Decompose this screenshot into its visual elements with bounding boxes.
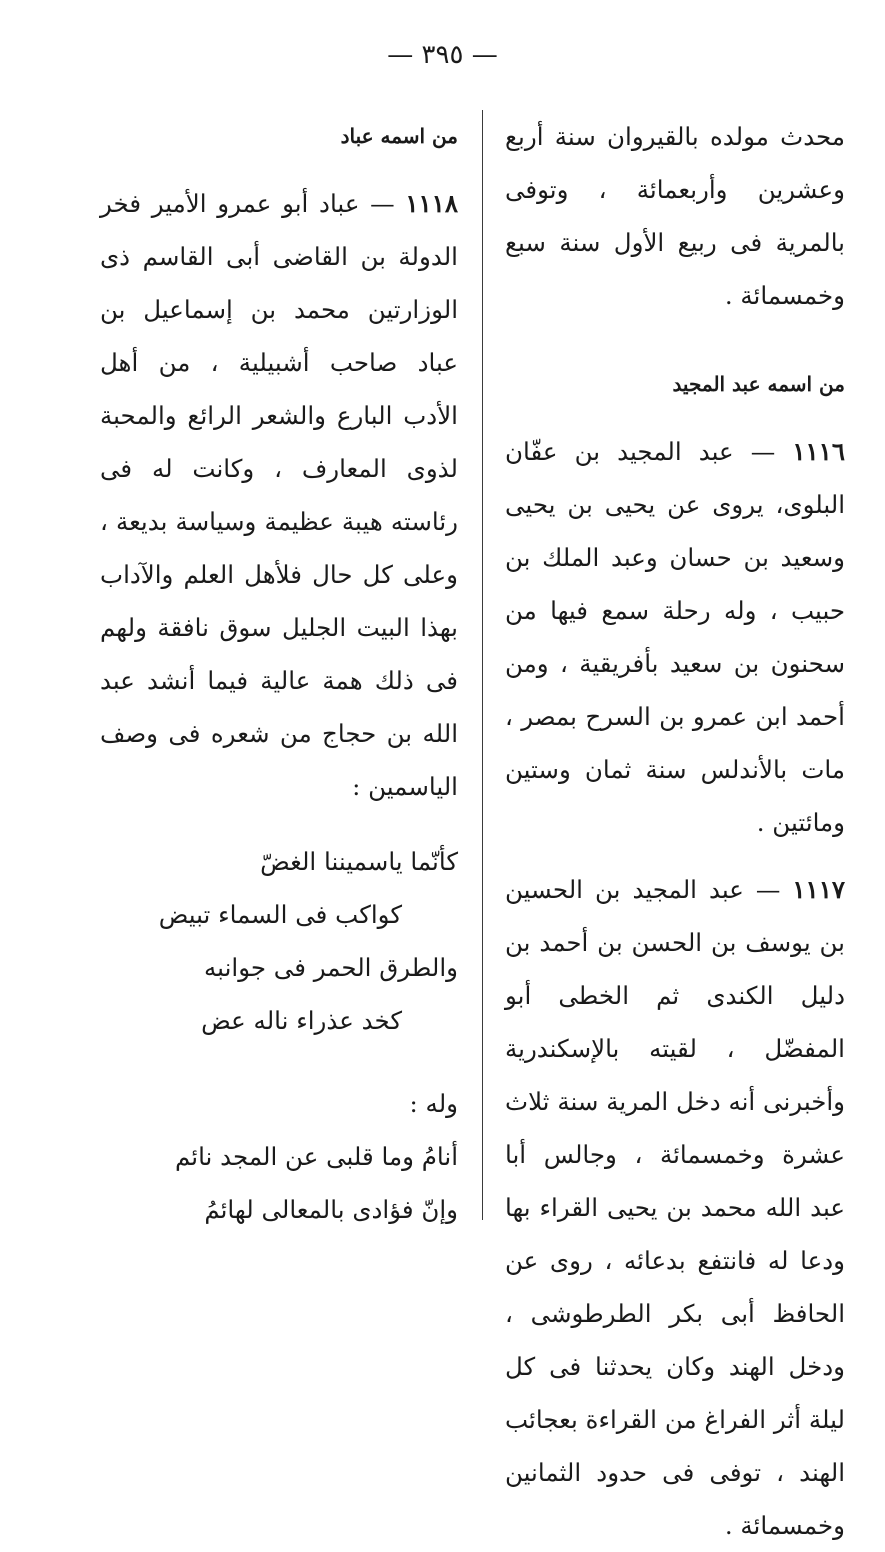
spacer	[505, 322, 845, 358]
verse-line: كواكب فى السماء تبيض	[158, 900, 402, 929]
entry-text: — عباد أبو عمرو الأمير فخر الدولة بن القاضى أبى القاسم ذى الوزارتين محمد بن إسماعيل بن عباد صاحب أشبيلية ، من أهل الأدب البارع والشعر الرائع والمحبة لذوى المعارف ، وكانت له فى رئاسته هيبة عظيمة وسياسة بديعة ، وعلى كل حال فلأهل العلم والآداب بهذا البيت الجليل سوق نافقة ولهم فى ذلك همة عالية فيما أنشد عبد الله بن حجاج من شعره فى وصف الياسمين :	[100, 189, 458, 801]
entry-number: ١١١٦	[792, 437, 845, 466]
column-divider	[482, 110, 483, 1220]
entry-number: ١١١٨	[405, 189, 458, 218]
verse-line: أنامُ وما قلبى عن المجد نائم	[174, 1142, 458, 1171]
verse-line: كأنّما ياسميننا الغضّ	[260, 847, 458, 876]
entry-1118	[100, 177, 458, 813]
opening-paragraph: محدث مولده بالقيروان سنة أربع وعشرين وأربعمائة ، وتوفى بالمرية فى ربيع الأول سنة سبع وخمسمائة .	[505, 122, 845, 310]
right-column	[505, 110, 845, 1552]
entry-1116	[505, 425, 845, 849]
entry-text: — عبد المجيد بن عفّان البلوى، يروى عن يحيى بن يحيى وسعيد بن حسان وعبد الملك بن حبيب ، وله رحلة سمع فيها من سحنون بن سعيد بأفريقية ، ومن أحمد ابن عمرو بن السرح بمصر ، مات بالأندلس سنة ثمان وستين ومائتين .	[505, 437, 845, 837]
section-heading-abd-al-majid: من اسمه عبد المجيد	[672, 372, 845, 396]
poem-second	[100, 1130, 458, 1236]
left-column	[100, 110, 458, 1236]
entry-text: — عبد المجيد بن الحسين بن يوسف بن الحسن بن أحمد بن دليل الكندى ثم الخطى أبو المفضّل ، لقيته بالإسكندرية وأخبرنى أنه دخل المرية سنة ثلاث عشرة وخمسمائة ، وجالس أبا عبد الله محمد بن يحيى القراء بها ودعا له فانتفع بدعائه ، روى عن الحافظ أبى بكر الطرطوشى ، ودخل الهند وكان يحدثنا فى كل ليلة أثر الفراغ من القراءة بعجائب الهند ، توفى فى حدود الثمانين وخمسمائة .	[505, 875, 845, 1540]
verse-line: كخد عذراء ناله عض	[201, 1006, 402, 1035]
verse-line: وإنّ فؤادى بالمعالى لهائمُ	[204, 1195, 458, 1224]
poem-intro: وله :	[409, 1089, 458, 1118]
verse-line: والطرق الحمر فى جوانبه	[204, 953, 458, 982]
entry-1117	[505, 863, 845, 1552]
section-heading-abbad: من اسمه عباد	[340, 124, 458, 148]
entry-number: ١١١٧	[792, 875, 846, 904]
page-number: — ٣٩٥ —	[387, 40, 498, 70]
poem-jasmine	[100, 835, 458, 1047]
